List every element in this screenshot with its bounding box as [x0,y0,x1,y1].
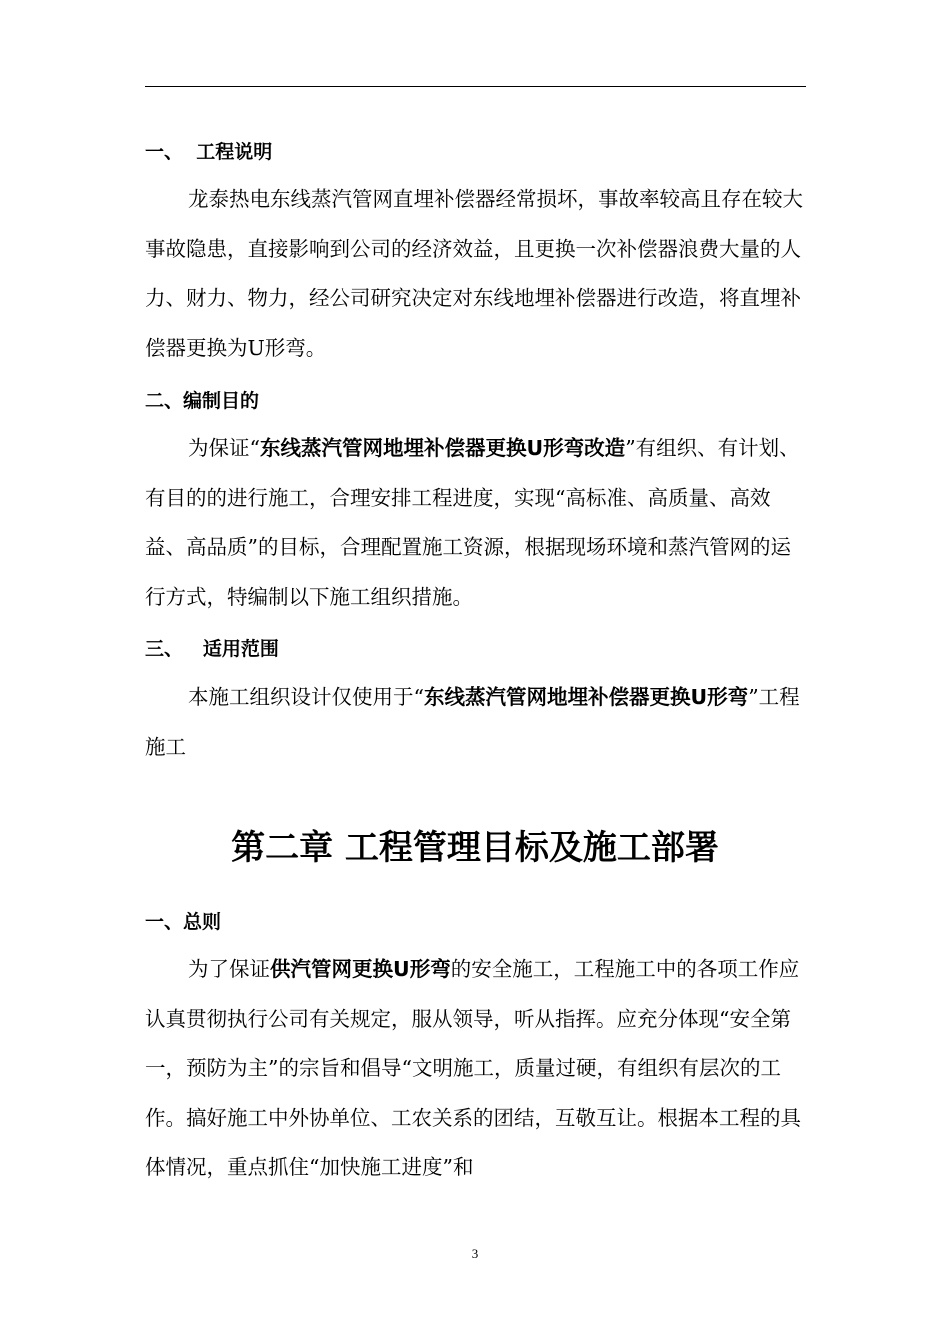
section-heading-3: 三、 适用范围 [145,638,279,660]
page-number: 3 [471,1246,479,1261]
chapter-title: 第二章 工程管理目标及施工部署 [231,828,719,868]
project-name-bold: 东线蒸汽管网地埋补偿器更换U形弯 [424,685,749,709]
chapter-section-heading-1: 一、总则 [145,911,222,933]
section-heading-2: 二、编制目的 [145,390,260,412]
project-name-bold: 东线蒸汽管网地埋补偿器更换U形弯改造 [260,436,626,460]
chapter-section-body-1: 为了保证供汽管网更换U形弯的安全施工，工程施工中的各项工作应认真贯彻执行公司有关规定，服从领导，听从指挥。应充分体现“安全第一，预防为主”的宗旨和倡导“文明施工，质量过硬，有组织有层次的工作。搞好施工中外协单位、工农关系的团结，互敬互让。根据本工程的具体情况，重点抓住“加快施工进度”和 [145,957,801,1180]
project-name-bold: 供汽管网更换U形弯 [270,957,451,981]
section-body-2: 为保证“东线蒸汽管网地埋补偿器更换U形弯改造”有组织、有计划、有目的的进行施工，合理安排工程进度，实现“高标准、高质量、高效益、高品质”的目标，合理配置施工资源，根据现场环境和蒸汽管网的运行方式，特编制以下施工组织措施。 [145,436,800,609]
section-heading-1: 一、 工程说明 [145,141,273,163]
header-rule [145,86,806,87]
section-body-1: 龙泰热电东线蒸汽管网直埋补偿器经常损坏，事故率较高且存在较大事故隐患，直接影响到公司的经济效益，且更换一次补偿器浪费大量的人力、财力、物力，经公司研究决定对东线地埋补偿器进行改造，将直埋补偿器更换为U形弯。 [145,187,804,360]
section-body-3: 本施工组织设计仅使用于“东线蒸汽管网地埋补偿器更换U形弯”工程施工 [145,685,800,759]
